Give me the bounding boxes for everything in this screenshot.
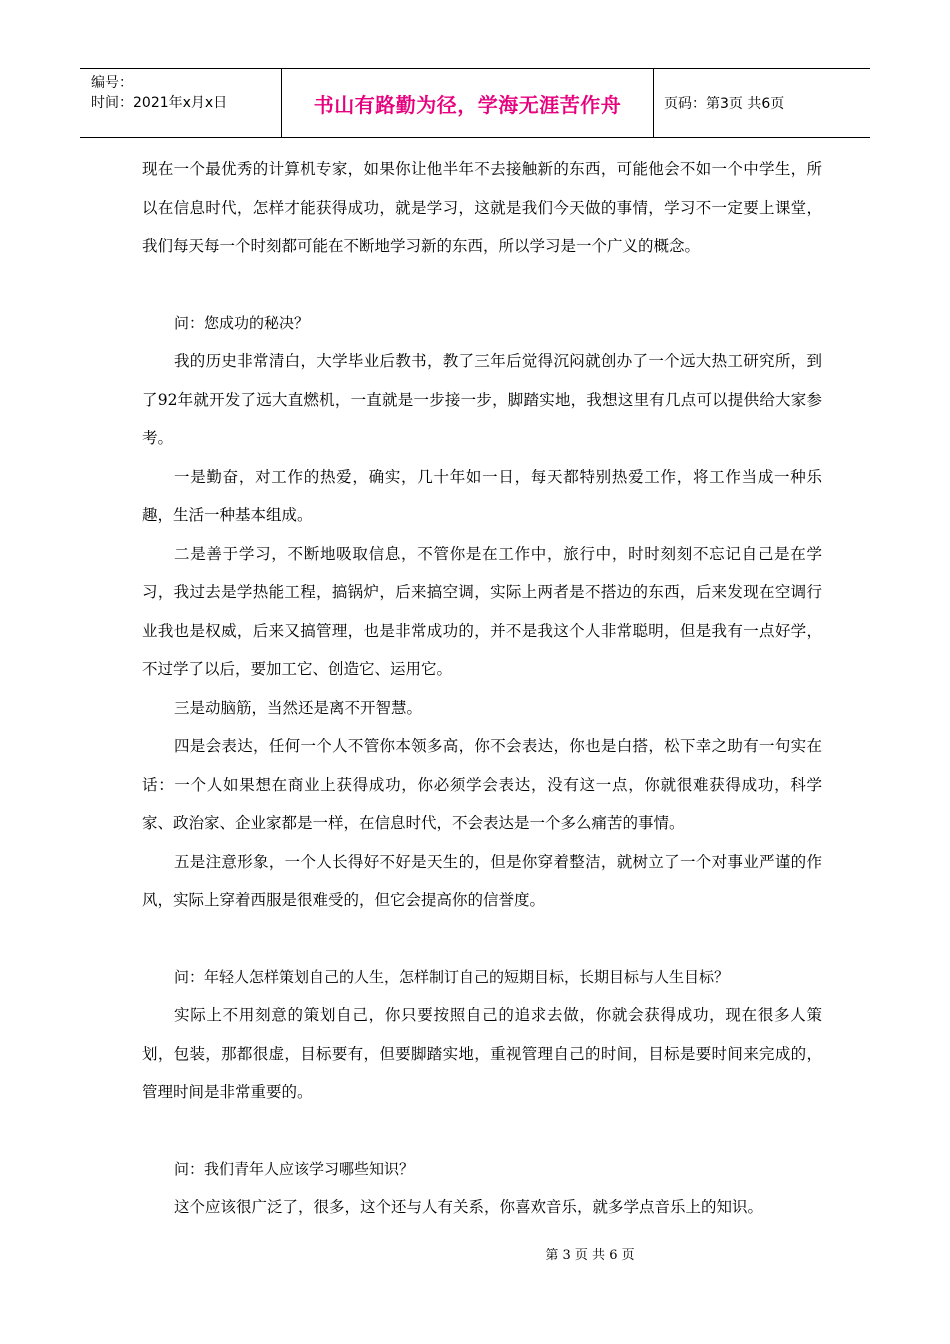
header-motto-cell [282,69,654,137]
page-footer: 第 3 页 共 6 页 [545,1248,635,1263]
question-heading: 问：您成功的秘决？ [174,313,310,332]
document-time-label: 时间：2021年x月x日 [91,95,228,111]
header-meta [80,69,282,137]
header-page-code: 页码：第3页 共6页 [664,96,785,112]
body-paragraph: 我的历史非常清白，大学毕业后教书，教了三年后觉得沉闷就创办了一个远大热工研究所，到了92年就开发了远大直燃机，一直就是一步接一步，脚踏实地，我想这里有几点可以提供给大家参考。 [142,352,822,447]
header-motto: 书山有路勤为径，学海无涯苦作舟 [313,92,622,117]
body-paragraph: 实际上不用刻意的策划自己，你只要按照自己的追求去做，你就会获得成功，现在很多人策划，包装，那都很虚，目标要有，但要脚踏实地，重视管理自己的时间，目标是要时间来完成的，管理时间是非常重要的。 [142,1006,822,1101]
question-heading: 问：我们青年人应该学习哪些知识？ [174,1159,415,1178]
body-paragraph: 二是善于学习，不断地吸取信息，不管你是在工作中，旅行中，时时刻刻不忘记自己是在学习，我过去是学热能工程，搞锅炉，后来搞空调，实际上两者是不搭边的东西，后来发现在空调行业我也是权威，后来又搞管理，也是非常成功的，并不是我这个人非常聪明，但是我有一点好学，不过学了以后，要加工它、创造它、运用它。 [142,544,822,678]
page-header [80,68,870,138]
body-paragraph: 五是注意形象，一个人长得好不好是天生的，但是你穿着整洁，就树立了一个对事业严谨的作风，实际上穿着西服是很难受的，但它会提高你的信誉度。 [142,852,822,909]
body-paragraph: 现在一个最优秀的计算机专家，如果你让他半年不去接触新的东西，可能他会不如一个中学生，所以在信息时代，怎样才能获得成功，就是学习，这就是我们今天做的事情，学习不一定要上课堂， 我们每天每一个时刻都可能在不断地学习新的东西，所以学习是一个广义的概念。 [142,160,822,255]
question-heading: 问：年轻人怎样策划自己的人生，怎样制订自己的短期目标，长期目标与人生目标？ [174,967,730,986]
body-paragraph: 这个应该很广泛了，很多，这个还与人有关系，你喜欢音乐，就多学点音乐上的知识。 [174,1198,764,1216]
body-paragraph: 三是动脑筋，当然还是离不开智慧。 [174,698,423,717]
body-paragraph: 四是会表达，任何一个人不管你本领多高，你不会表达，你也是白搭，松下幸之助有一句实在话：一个人如果想在商业上获得成功，你必须学会表达，没有这一点，你就很难获得成功，科学家、政治家、企业家都是一样，在信息时代，不会表达是一个多么痛苦的事情。 [142,737,822,832]
document-number-label: 编号： [91,75,133,91]
document-body [142,150,822,1227]
body-paragraph: 一是勤奋，对工作的热爱，确实，几十年如一日，每天都特别热爱工作，将工作当成一种乐趣，生活一种基本组成。 [142,467,822,524]
